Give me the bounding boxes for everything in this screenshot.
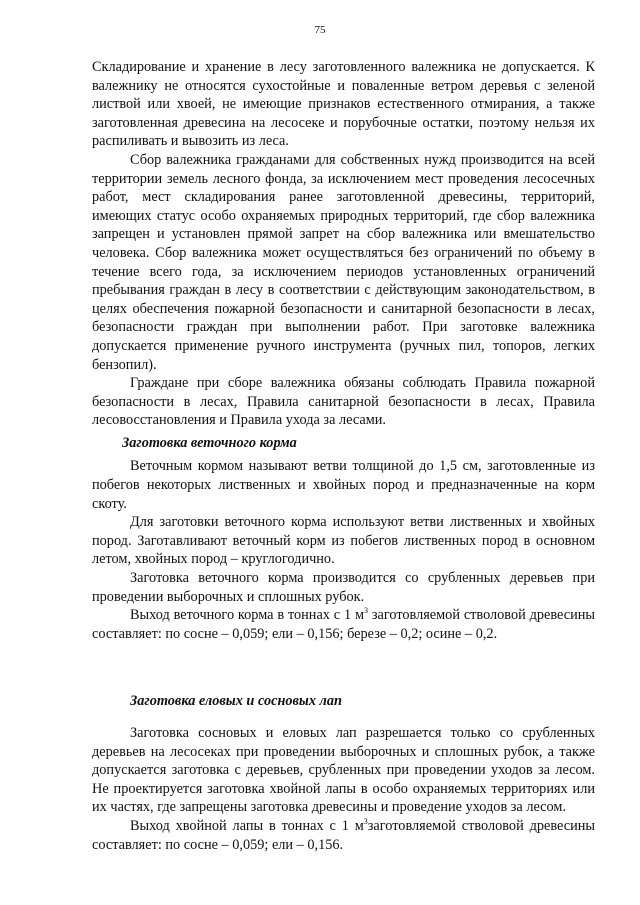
yield-text-start: Выход хвойной лапы в тоннах с 1 м: [130, 817, 364, 834]
unit-superscript: 3: [363, 816, 368, 826]
paragraph: Заготовка веточного корма производится со срубленных деревьев при проведении выборочных и сплошных рубок.: [92, 570, 595, 605]
paragraph: Складирование и хранение в лесу заготовленного валежника не допускается. К валежнику не относятся сухостойные и поваленные ветром деревья с зеленой листвой или хвоей, не имеющие признаков естественного отмирания, а также заготовленная древесина на лесосеке и порубочные остатки, поэтому нельзя их распиливать и вывозить из леса.: [92, 59, 595, 150]
paragraph: Веточным кормом называют ветви толщиной до 1,5 см, заготовленные из побегов некоторых лиственных и хвойных пород и предназначенные на корм скоту.: [92, 458, 595, 512]
unit-superscript: 3: [364, 606, 369, 616]
paragraph: Для заготовки веточного корма используют ветви лиственных и хвойных пород. Заготавливают веточный корм из побегов лиственных пород в основном летом, хвойных пород – круглогодично.: [92, 514, 595, 568]
section-heading: Заготовка еловых и сосновых лап: [130, 693, 342, 710]
yield-paragraph: [92, 606, 595, 643]
paragraph: Сбор валежника гражданами для собственных нужд производится на всей территории земель лесного фонда, за исключением мест проведения лесосечных работ, мест складирования ранее заготовленной древесины, территорий, имеющих статус особо охраняемых природных территорий, где сбор валежника запрещен и установлен прямой запрет на сбор валежника или вмешательство человека. Сбор валежника может осуществляться без ограничений по объему в течение всего года, за исключением периодов установленных ограничений пребывания граждан в лесу в соответствии с действующим законодательством, в целях обеспечения пожарной безопасности и санитарной безопасности в лесах, безопасности граждан при выполнении работ. При заготовке валежника допускается применение ручного инструмента (ручных пил, топоров, легких бензопил).: [92, 151, 595, 373]
section-heading: Заготовка веточного корма: [122, 434, 297, 451]
yield-text-start: Выход веточного корма в тоннах с 1 м: [130, 607, 365, 624]
document-body: [92, 58, 595, 854]
paragraph: Граждане при сборе валежника обязаны соблюдать Правила пожарной безопасности в лесах, Правила санитарной безопасности в лесах, Правила лесовосстановления и Правила ухода за лесами.: [92, 375, 595, 429]
page-number: 75: [314, 24, 326, 36]
yield-text-end: заготовляемой стволовой древесины составляет: по сосне – 0,059; ели – 0,156; березе – 0,2; осине – 0,2.: [92, 607, 595, 642]
yield-paragraph: [92, 817, 595, 854]
yield-text-end: заготовляемой стволовой древесины составляет: по сосне – 0,059; ели – 0,156.: [92, 817, 595, 853]
paragraph: Заготовка сосновых и еловых лап разрешается только со срубленных деревьев на лесосеках при проведении выборочных и сплошных рубок, а также допускается заготовка с деревьев, срубленных при проведении уходов за лесом. Не проектируется заготовка хвойной лапы в особо охраняемых территориях или их частях, где запрещены заготовка древесины и проведение уходов за лесом.: [92, 725, 595, 816]
